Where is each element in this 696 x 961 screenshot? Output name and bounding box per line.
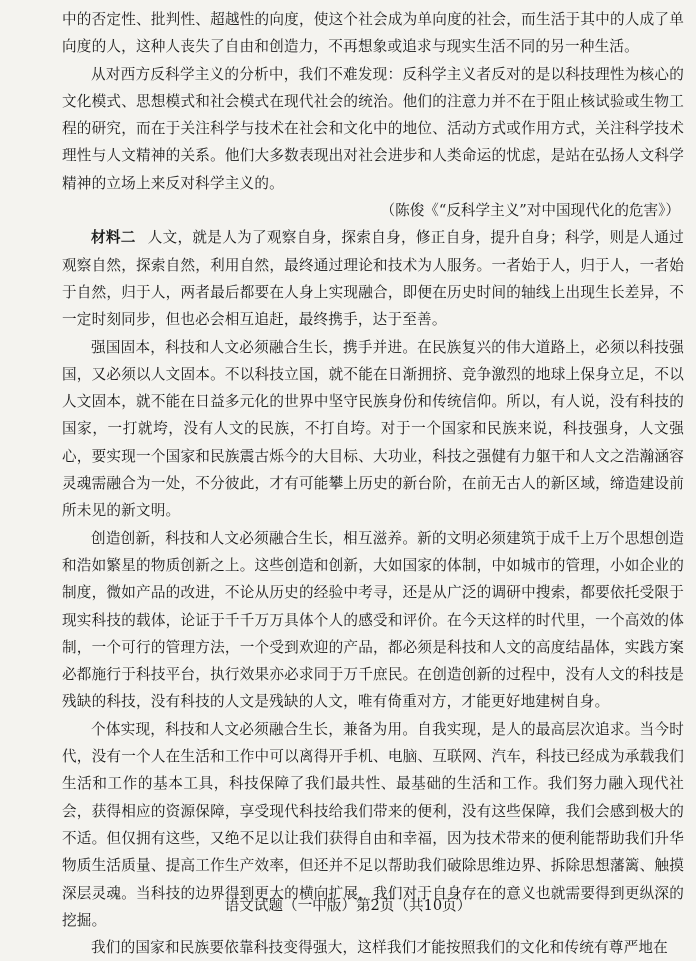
material-2-label: 材料二 — [91, 229, 136, 247]
paragraph-material-2 — [62, 224, 684, 333]
page-body — [62, 6, 684, 961]
source-citation: （陈俊《“反科学主义”对中国现代化的危害》） — [380, 202, 680, 220]
paragraph-5: 创造创新，科技和人文必须融合生长，相互滋养。新的文明必须建筑于成千上万个思想创造和浩如繁星的物质创新之上。这些创造和创新，大如国家的体制，中如城市的管理，小如企业的制度，微如产品的改进，不论从历史的经验中考寻，还是从广泛的调研中搜索，都要依托受限于现实科技的载体，论证于千千万万具体个人的感受和评价。在今天这样的时代里，一个高效的体制，一个可行的管理方法，一个受到欢迎的产品，都必须是科技和人文的高度结晶体，实践方案必都施行于科技平台，执行效果亦必求同于万千庶民。在创造创新的过程中，没有人文的科技是残缺的科技，没有科技的人文是残缺的人文，唯有倚重对方，才能更好地建树自身。 — [62, 529, 684, 711]
material-2-text: 人文，就是人为了观察自身，探索自身，修正自身，提升自身；科学，则是人通过观察自然，探索自然，利用自然，最终通过理论和技术为人服务。一者始于人，归于人，一者始于自然，归于人，两者最后都要在人身上实现融合，即便在历史时间的轴线上出现生长差异，不一定时刻同步，但也必会相互追赶，最终携手，达于至善。 — [62, 229, 684, 329]
page-footer: 语文试题（一中版）第2页（共10页） — [224, 897, 472, 914]
paragraph-2: 从对西方反科学主义的分析中，我们不难发现：反科学主义者反对的是以科技理性为核心的文化模式、思想模式和社会模式在现代社会的统治。他们的注意力并不在于阻止核试验或生物工程的研究，而在于关注科学与技术在社会和文化中的地位、活动方式或作用方式，关注科学技术理性与人文精神的关系。他们大多数表现出对社会进步和人类命运的忧虑，是站在弘扬人文科学精神的立场上来反对科学主义的。 — [62, 65, 684, 192]
paragraph-6: 个体实现，科技和人文必须融合生长，兼备为用。自我实现，是人的最高层次追求。当今时代，没有一个人在生活和工作中可以离得开手机、电脑、互联网、汽车，科技已经成为承载我们生活和工作的基本工具，科技保障了我们最共性、最基础的生活和工作。我们努力融入现代社会，获得相应的资源保障，享受现代科技给我们带来的便利，没有这些保障，我们会感到极大的不适。但仅拥有这些，又绝不足以让我们获得自由和幸福，因为技术带来的便利能帮助我们升华物质生活质量、提高工作生产效率，但还并不足以帮助我们破除思维边界、拆除思想藩篱、触摸深层灵魂。当科技的边界得到更大的横向扩展，我们对于自身存在的意义也就需要得到更纵深的挖掘。 — [62, 720, 684, 929]
paragraph-1: 中的否定性、批判性、超越性的向度，使这个社会成为单向度的社会，而生活于其中的人成了单向度的人，这种人丧失了自由和创造力，不再想象或追求与现实生活不同的另一种生活。 — [62, 11, 684, 56]
paragraph-7: 我们的国家和民族要依靠科技变得强大，这样我们才能按照我们的文化和传统有尊严地在 — [91, 939, 668, 957]
paragraph-4: 强国固本，科技和人文必须融合生长，携手并进。在民族复兴的伟大道路上，必须以科技强国，又必须以人文固本。不以科技立国，就不能在日渐拥挤、竞争激烈的地球上保身立足，不以人文固本，就不能在日益多元化的世界中坚守民族身份和传统信仰。所以，有人说，没有科技的国家，一打就垮，没有人文的民族，不打自垮。对于一个国家和民族来说，科技强身，人文强心，要实现一个国家和民族震古烁今的大目标、大功业，科技之强健有力躯干和人文之浩瀚涵容灵魂需融合为一处，不分彼此，才有可能攀上历史的新台阶，在前无古人的新区域，缔造建设前所未见的新文明。 — [62, 338, 684, 520]
